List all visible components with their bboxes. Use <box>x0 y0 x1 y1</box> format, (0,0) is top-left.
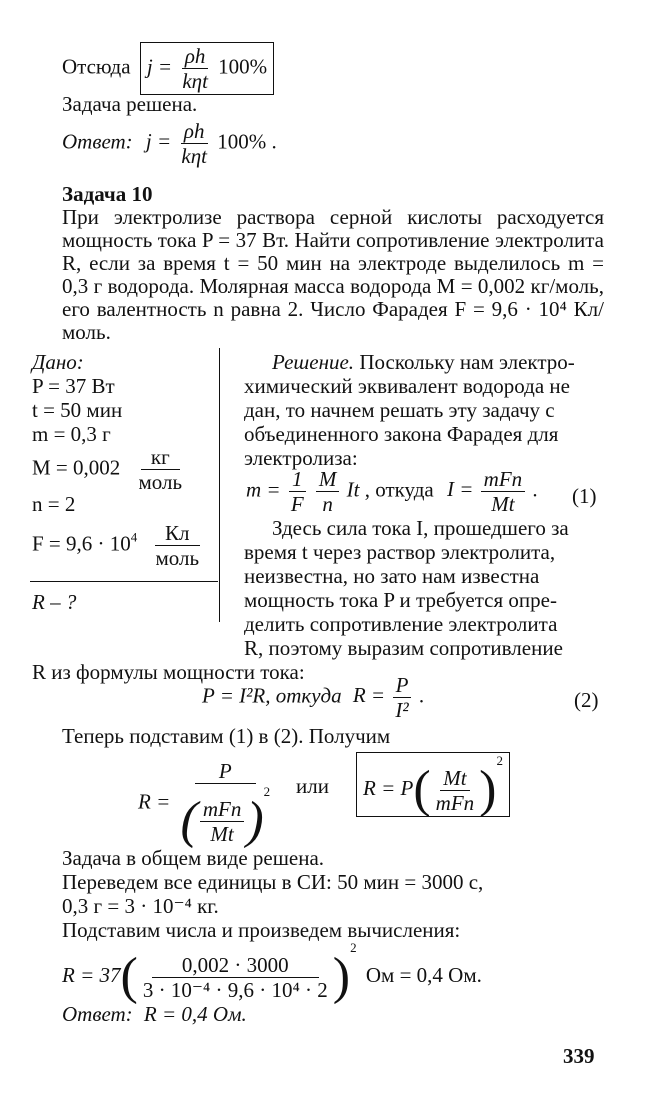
formula-num: ρh <box>182 45 209 69</box>
equation-2 <box>202 674 424 721</box>
eq1-frac3-den: Mt <box>491 492 515 517</box>
eq2-left: P = I²R, откуда <box>202 683 342 708</box>
calc-line: Подставим числа и произведем вычисления: <box>62 918 461 942</box>
eq2-dot: . <box>418 683 425 708</box>
given-p: P = 37 Вт <box>32 374 115 398</box>
formula-den: kηt <box>182 69 208 94</box>
eq1-frac3-num: mFn <box>481 468 526 492</box>
equation-3-left <box>138 759 275 850</box>
eq1-frac2 <box>316 468 340 515</box>
eq2-den: I² <box>395 698 409 723</box>
eq1-number: (1) <box>572 484 597 508</box>
answer-num: ρh <box>181 120 208 144</box>
solution-line-4: электролиза: <box>244 446 358 470</box>
eq3-box-den: mFn <box>435 790 475 815</box>
eq1-frac1-num: 1 <box>289 468 306 492</box>
eq1-I: I = <box>447 477 474 502</box>
eq4-right: Ом = 0,4 Ом. <box>365 963 482 987</box>
solved-line: Задача решена. <box>62 92 198 116</box>
full-line: R из формулы мощности тока: <box>32 660 305 684</box>
eq3-inner-num: mFn <box>200 798 245 822</box>
eq3-square: 2 <box>263 784 271 800</box>
page-number: 339 <box>563 1044 595 1068</box>
otsyuda-word: Отсюда <box>62 54 131 79</box>
given-M-unit-num: кг <box>141 446 180 470</box>
boxed-formula-j <box>140 42 274 95</box>
eq3-paren-left: ( <box>180 792 198 850</box>
eq1-it: It <box>346 477 360 502</box>
equation-1 <box>246 468 538 515</box>
eq3-box-num: Mt <box>440 767 469 791</box>
final-answer <box>62 1002 247 1027</box>
eq2-num: P <box>393 674 412 698</box>
mid-line-3: мощность тока P и требуется опре- <box>244 588 557 612</box>
solution-line-1: химический эквивалент водорода не <box>244 374 570 398</box>
eq4-num: 0,002 · 3000 <box>152 954 319 978</box>
given-M-unit <box>136 446 186 493</box>
given-t: t = 50 мин <box>32 398 123 422</box>
formula-pct: 100% <box>218 54 268 79</box>
si-line-2: 0,3 г = 3 · 10⁻⁴ кг. <box>62 894 219 918</box>
given-M <box>32 446 187 493</box>
given-M-unit-den: моль <box>138 470 183 495</box>
task-title: Задача 10 <box>62 182 153 206</box>
otsyuda-line <box>62 42 274 95</box>
answer-j: j = <box>145 129 172 154</box>
subst-line: Теперь подставим (1) в (2). Получим <box>62 724 391 748</box>
given-F-unit <box>153 522 203 569</box>
eq2-frac <box>392 674 411 721</box>
eq4-paren-right: ) <box>332 948 351 1006</box>
solution-label: Решение. <box>272 350 355 374</box>
given-m: m = 0,3 г <box>32 422 111 446</box>
answer-line <box>62 120 277 167</box>
answer-fraction <box>178 120 210 167</box>
given-F <box>32 522 204 569</box>
eq3-den <box>178 784 274 850</box>
solution-line-2: дан, то начнем решать эту задачу с <box>244 398 555 422</box>
answer-pct: 100% . <box>217 129 277 154</box>
eq4-paren-left: ( <box>120 948 138 1006</box>
final-answer-label: Ответ: <box>62 1002 133 1026</box>
eq4-square: 2 <box>350 940 357 955</box>
eq3-box-paren-right: ) <box>479 761 497 819</box>
eq4-den: 3 · 10⁻⁴ · 9,6 · 10⁴ · 2 <box>142 977 328 1002</box>
eq1-frac2-num: M <box>316 468 340 492</box>
eq3-box-paren-left: ( <box>413 761 431 819</box>
mid-line-0: Здесь сила тока I, прошедшего за <box>272 516 569 540</box>
given-divider <box>30 581 218 582</box>
eq3-frac <box>178 759 274 850</box>
si-line-1: Переведем все единицы в СИ: 50 мин = 3000 с, <box>62 870 484 894</box>
answer-den: kηt <box>181 144 207 169</box>
eq3-or: или <box>296 774 329 798</box>
formula-fraction <box>179 45 211 92</box>
eq3-R: R = <box>138 789 171 814</box>
mid-line-4: делить сопротивление электролита <box>244 612 558 636</box>
eq2-R: R = <box>352 683 386 708</box>
eq1-m: m = <box>246 477 281 502</box>
eq3-inner-den: Mt <box>210 821 234 846</box>
given-n: n = 2 <box>32 492 76 516</box>
task-statement: При электролизе раствора серной кислоты расходуется мощность тока P = 37 Вт. Найти сопротивление электролита R, если за время t = 50 мин на электроде выделилось m = 0,3 г водорода. Молярная масса водорода M = 0,002 кг/моль, его валентность n равна 2. Число Фарадея F = 9,6 · 10⁴ Кл/моль. <box>62 205 604 344</box>
eq1-frac2-den: n <box>322 492 333 517</box>
eq1-otkuda: , откуда <box>364 477 434 502</box>
solution-line-3: объединенного закона Фарадея для <box>244 422 559 446</box>
eq3-paren-right: ) <box>246 792 264 850</box>
formula-j-left: j = <box>146 54 173 79</box>
eq3-box-R: R = P <box>363 776 414 800</box>
final-answer-value: R = 0,4 Ом. <box>143 1002 247 1026</box>
eq3-boxed-result <box>356 752 510 817</box>
eq2-number: (2) <box>574 688 599 712</box>
given-F-left: F = 9,6 · 10 <box>32 531 131 556</box>
eq3-num: P <box>195 760 256 784</box>
given-vertical-rule <box>219 348 220 622</box>
given-F-exp: 4 <box>130 529 138 545</box>
given-find: R – ? <box>32 590 77 614</box>
mid-line-5: R, поэтому выразим сопротивление <box>244 636 563 660</box>
given-label: Дано: <box>32 350 84 374</box>
eq4-left: R = 37 <box>62 963 121 987</box>
eq1-frac1-den: F <box>290 492 304 517</box>
equation-4 <box>62 940 482 1006</box>
solution-text-0: Поскольку нам электро- <box>359 350 575 374</box>
general-line: Задача в общем виде решена. <box>62 846 325 870</box>
eq4-frac <box>140 954 331 1001</box>
answer-label: Ответ: <box>62 129 133 154</box>
solution-line-0 <box>272 350 575 375</box>
eq3-box-square: 2 <box>496 753 503 768</box>
given-M-left: M = 0,002 <box>32 455 121 480</box>
eq1-dot: . <box>532 477 538 502</box>
mid-line-1: время t через раствор электролита, <box>244 540 556 564</box>
eq1-frac1 <box>288 468 307 515</box>
given-F-unit-den: моль <box>155 546 200 571</box>
given-F-unit-num: Кл <box>155 522 200 546</box>
mid-line-2: неизвестна, но зато нам известна <box>244 564 540 588</box>
eq1-frac3 <box>481 468 526 515</box>
